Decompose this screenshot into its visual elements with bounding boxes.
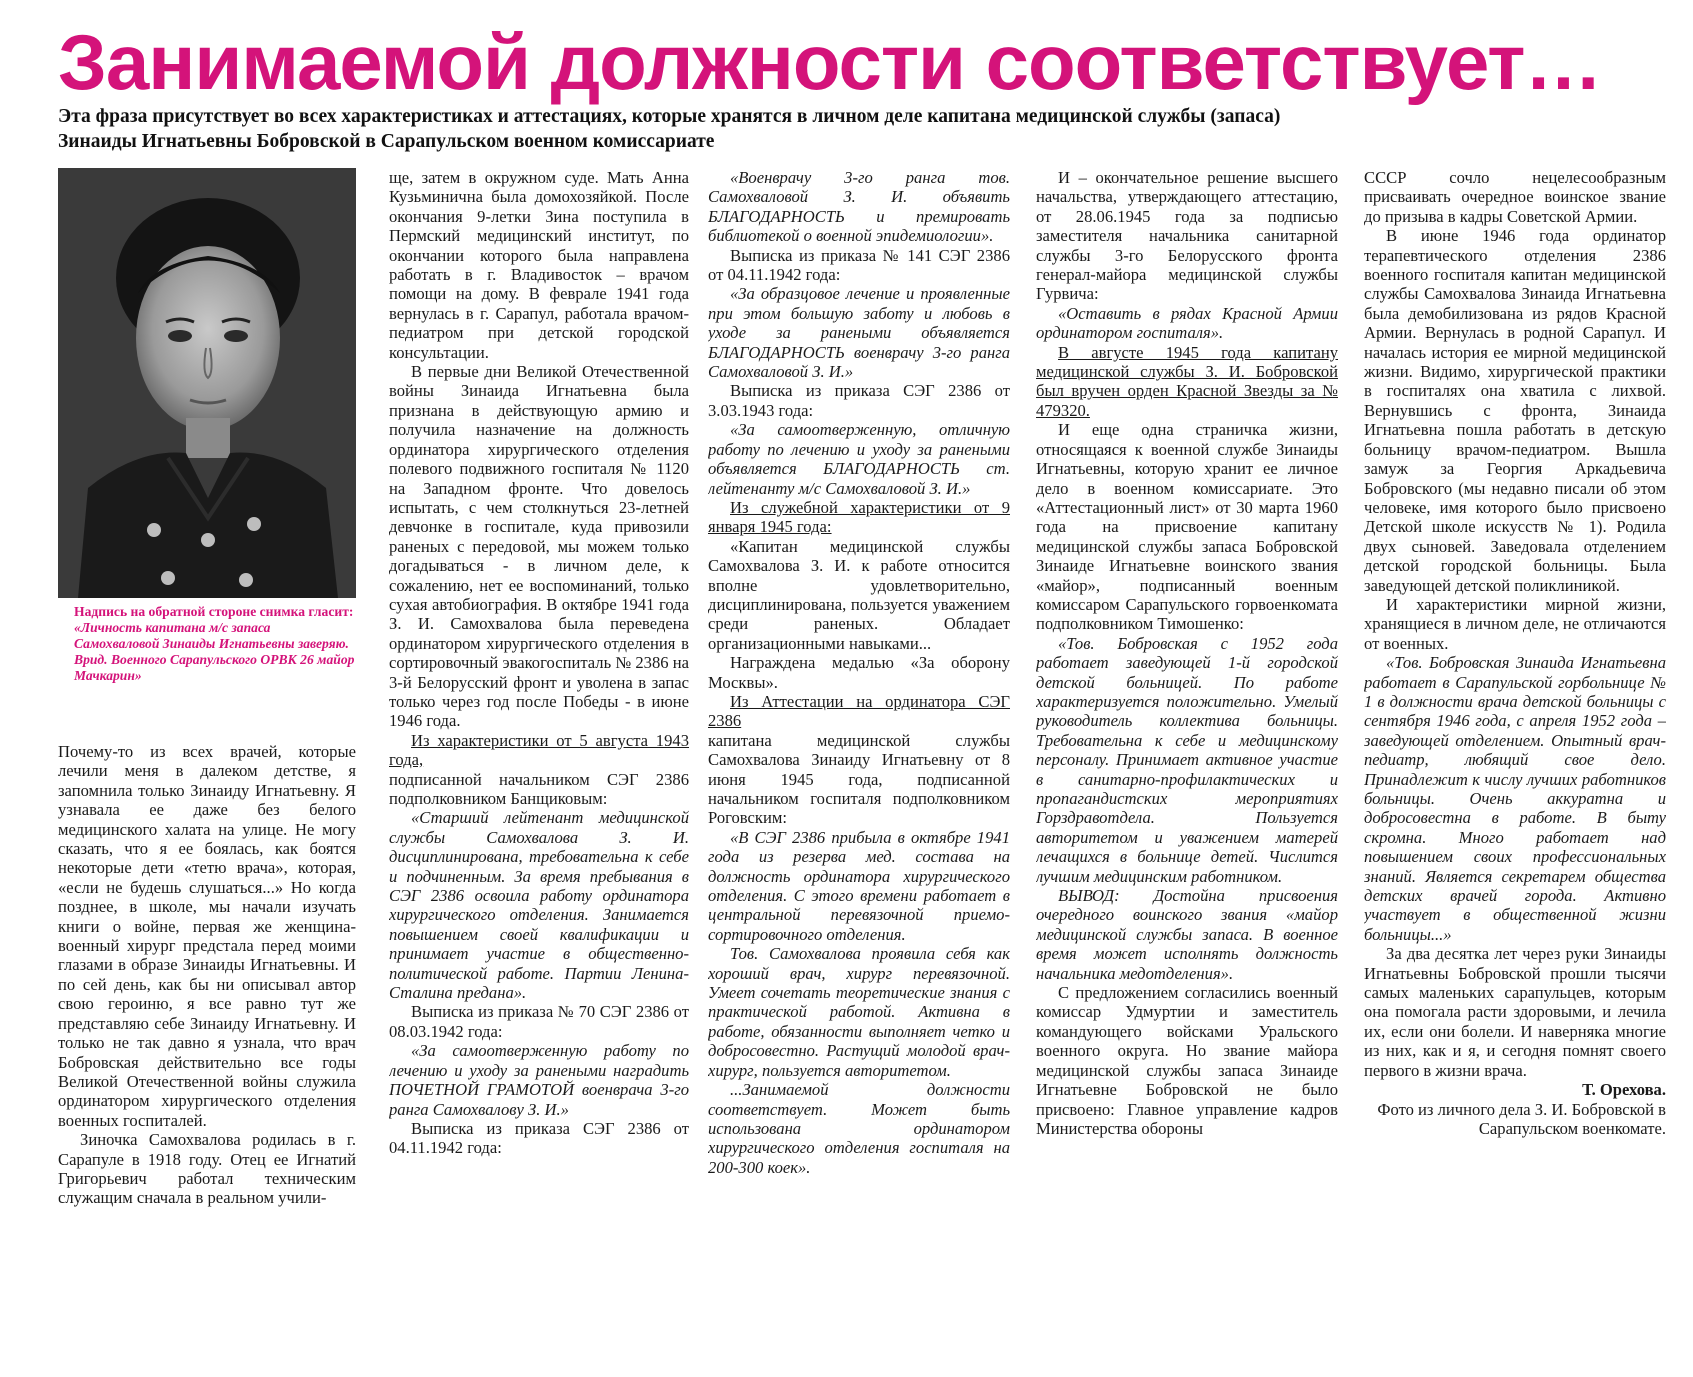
paragraph: «За самоотверженную работу по лечению и уходу за ранеными наградить ПОЧЕТНОЙ ГРАМОТОЙ военврача 3-го ранга Самохвалову З. И.» (389, 1041, 689, 1119)
paragraph: Тов. Самохвалова проявила себя как хороший врач, хирург перевязочной. Умеет сочетать теоретические знания с практической работой. Активна в работе, обязанности выполняет четко и добросовестно. Растущий молодой врач-хирург, пользуется авторитетом. (708, 944, 1010, 1080)
paragraph: Награждена медалью «За оборону Москвы». (708, 653, 1010, 692)
column-4-text (1036, 168, 1338, 1138)
photo-credit: Фото из личного дела З. И. Бобровской в Сарапульском военкомате. (1377, 1099, 1666, 1138)
paragraph: «Тов. Бобровская с 1952 года работает заведующей 1-й городской детской больницей. По работе характеризуется положительно. Умелый руководитель коллектива больницы. Требовательна к себе и медицинскому персоналу. Принимает активное участие в санитарно-профилактических и пропагандистских мероприятиях Горздравотдела. Пользуется авторитетом и уважением матерей лечащихся в больнице детей. Числится лучшим медицинским работником. (1036, 633, 1338, 886)
paragraph: Выписка из приказа № 141 СЭГ 2386 от 04.11.1942 года: (708, 245, 1010, 285)
column-5-text (1364, 168, 1666, 1080)
paragraph: «В СЭГ 2386 прибыла в октябре 1941 года из резерва мед. состава на должность ординатора хирургического отделения. С этого времени работает в центральной перевязочной приемо-сортировочного отделения. (708, 827, 1010, 944)
paragraph: Выписка из приказа № 70 СЭГ 2386 от 08.03.1942 года: (389, 1002, 689, 1041)
paragraph: «Старший лейтенант медицинской службы Самохвалова З. И. дисциплинирована, требовательна к себе и подчиненным. За время пребывания в СЭГ 2386 освоила работу ординатора хирургического отделения. Занимается повышением своей квалификации и принимает участие в общественно-политической работе. Партии Ленина-Сталина предана». (389, 808, 689, 1003)
subheading-line-1: Эта фраза присутствует во всех характеристиках и аттестациях, которые хранятся в личном деле капитана медицинской службы (запаса) (58, 106, 1281, 127)
byline-name: Т. Орехова. (1582, 1080, 1666, 1100)
paragraph: Из Аттестации на ординатора СЭГ 2386 (708, 691, 1010, 731)
paragraph: Из служебной характеристики от 9 января 1945 года: (708, 497, 1010, 537)
paragraph: С предложением согласились военный комиссар Удмуртии и заместитель командующего войсками Уральского военного округа. Но звание майора медицинской службы запаса Зинаиде Игнатьевне Бобровской не было присвоено: Главное управление кадров Министерства обороны (1036, 983, 1338, 1138)
paragraph: В первые дни Великой Отечественной войны Зинаида Игнатьевна была признана в действующую армию и получила назначение на должность ординатора хирургического отделения полевого подвижного госпиталя № 1120 на Западном фронте. Что довелось испытать, с чем столкнуться 23-летней девчонке в госпитале, куда привозили раненых с передовой, мы можем только догадываться - в личном деле, к сожалению, нет ее воспоминаний, только сухая автобиография. В октябре 1941 года З. И. Самохвалова была переведена ординатором хирургического отделения в сортировочный эвакогоспиталь № 2386 на 3-й Белорусский фронт и уволена в запас только через год после Победы - в июне 1946 года. (389, 362, 689, 731)
portrait-illustration (58, 168, 356, 598)
photo-caption-intro: Надпись на обратной стороне снимка гласит: (74, 604, 354, 619)
paragraph: «Оставить в рядах Красной Армии ординатором госпиталя». (1036, 303, 1338, 343)
byline (1364, 1080, 1666, 1099)
paragraph: «За самоотверженную, отличную работу по лечению и уходу за ранеными объявляется БЛАГОДАРНОСТЬ ст. лейтенанту м/с Самохваловой З. И.» (708, 420, 1010, 498)
paragraph: капитана медицинской службы Самохвалова Зинаиду Игнатьевну от 8 июня 1945 года, подписанной начальником госпиталя подполковником Роговским: (708, 730, 1010, 828)
column-2 (389, 168, 689, 1368)
paragraph: И характеристики мирной жизни, хранящиеся в личном деле, не отличаются от военных. (1364, 594, 1666, 653)
paragraph: Выписка из приказа СЭГ 2386 от 3.03.1943 года: (708, 381, 1010, 420)
subheading-line-2: Зинаиды Игнатьевны Бобровской в Сарапульском военном комиссариате (58, 131, 715, 152)
paragraph: Почему-то из всех врачей, которые лечили меня в далеком детстве, я запомнила только Зинаиду Игнатьевну. Я узнавала ее даже без белого медицинского халата на улице. Не могу сказать, что я ее боялась, как боятся некоторые дети «тетю врача», которая, «если не будешь слушаться...» Но когда позднее, в школе, мы начали изучать книги о войне, первая же женщина-военный хирург предстала перед моими глазами в образе Зинаиды Игнатьевны. И по сей день, как бы ни описывал автор свою героиню, я все равно тут же представляю себе Зинаиду Игнатьевну. И только не так давно я узнала, что врач Бобровская действительно все годы Великой Отечественной войны служила ординатором хирургического отделения военных госпиталей. (58, 742, 356, 1130)
portrait-photo (58, 168, 356, 598)
paragraph: Выписка из приказа СЭГ 2386 от 04.11.1942 года: (389, 1118, 689, 1158)
paragraph: ...Занимаемой должности соответствует. Может быть использована ординатором хирургического отделения госпиталя на 200-300 коек». (708, 1080, 1010, 1177)
paragraph: И еще одна страничка жизни, относящаяся к военной службе Зинаиды Игнатьевны, которую хранит ее личное дело в военном комиссариате. Это «Аттестационный лист» от 30 марта 1960 года на присвоение капитану медицинской службы запаса Бобровской Зинаиде Игнатьевне воинского звания «майор», подписанный военным комиссаром Сарапульского горвоенкомата подполковником Тимошенко: (1036, 420, 1338, 634)
paragraph: Из характеристики от 5 августа 1943 года, (389, 730, 689, 770)
paragraph: За два десятка лет через руки Зинаиды Игнатьевны Бобровской прошли тысячи самых маленьких сарапульцев, которым она помогала расти здоровыми, и лечила их, если они болели. И наверняка многие из них, как и я, и сегодня помнят своего первого в жизни врача. (1364, 944, 1666, 1080)
subheading (58, 104, 1658, 154)
column-4 (1036, 168, 1338, 1368)
paragraph: В августе 1945 года капитану медицинской службы З. И. Бобровской был вручен орден Красной Звезды за № 479320. (1036, 342, 1338, 420)
paragraph: СССР сочло нецелесообразным присваивать очередное воинское звание до призыва в кадры Советской Армии. (1364, 168, 1666, 226)
photo-caption-quote: «Личность капитана м/с запаса Самохваловой Зинаиды Игнатьевны заверяю. Врид. Военного Сарапульского ОРВК 26 майор Мачкарин» (74, 620, 355, 683)
paragraph: И – окончательное решение высшего начальства, утверждающего аттестацию, от 28.06.1945 года за подписью заместителя начальника санитарной службы 3-го Белорусского фронта генерал-майора медицинской службы Гурвича: (1036, 168, 1338, 304)
column-2-text (389, 168, 689, 1158)
paragraph: Зиночка Самохвалова родилась в г. Сарапуле в 1918 году. Отец ее Игнатий Григорьевич работал техническим служащим сначала в реальном учили- (58, 1130, 356, 1208)
paragraph: В июне 1946 года ординатор терапевтического отделения 2386 военного госпиталя капитан медицинской службы Самохвалова Зинаида Игнатьевна была демобилизована из рядов Красной Армии. Вернулась в родной Сарапул. И началась история ее мирной медицинской жизни. Видимо, хирургической практики в госпиталях она хватила с лихвой. Вернувшись с фронта, Зинаида Игнатьевна пошла работать в детскую больницу врачом-педиатром. Вышла замуж за Георгия Аркадьевича Бобровского (мы недавно писали об этом человеке, имя которого было присвоено Детской школе искусств № 1). Родила двух сыновей. Заведовала отделением детской городской больницы. Была заведующей детской поликлиникой. (1364, 226, 1666, 595)
paragraph: подписанной начальником СЭГ 2386 подполковником Банщиковым: (389, 769, 689, 808)
paragraph: «Военврачу 3-го ранга тов. Самохваловой З. И. объявить БЛАГОДАРНОСТЬ и премировать библиотекой о военной эпидемиологии». (708, 168, 1010, 246)
paragraph: «Тов. Бобровская Зинаида Игнатьевна работает в Сарапульской горбольнице № 1 в должности врача детской больницы с сентября 1946 года, с апреля 1952 года – заведующей отделением. Опытный врач-педиатр, любящий свое дело. Принадлежит к числу лучших работников больницы. Очень аккуратна и добросовестна в работе. В быту скромна. Много работает над повышением своих профессиональных знаний. Является секретарем общества детских врачей города. Активно участвует в общественной жизни больницы...» (1364, 653, 1666, 944)
paragraph: «За образцовое лечение и проявленные при этом большую заботу и любовь в уходе за ранеными объявляется БЛАГОДАРНОСТЬ военврачу 3-го ранга Самохваловой З. И.» (708, 284, 1010, 382)
column-1-text (58, 742, 356, 1208)
column-1 (58, 168, 356, 1368)
paragraph: ВЫВОД: Достойна присвоения очередного воинского звания «майор медицинской службы запаса. В военное время может исполнять должность начальника медотделения». (1036, 886, 1338, 983)
column-5 (1364, 168, 1666, 1368)
paragraph: «Капитан медицинской службы Самохвалова З. И. к работе относится вполне удовлетворительно, дисциплинирована, пользуется уважением среди раненых. Обладает организационными навыками... (708, 536, 1010, 653)
photo-caption (58, 604, 356, 684)
column-3-text (708, 168, 1010, 1177)
paragraph: ще, затем в окружном суде. Мать Анна Кузьминична была домохозяйкой. После окончания 9-летки Зина поступила в Пермский медицинский институт, по окончании которого была направлена работать в г. Владивосток – врачом помощи на дому. В феврале 1941 года вернулась в г. Сарапул, работала врачом-педиатром при детской городской консультации. (389, 168, 689, 362)
column-3 (708, 168, 1010, 1368)
headline: Занимаемой должности соответствует… (58, 18, 1602, 106)
